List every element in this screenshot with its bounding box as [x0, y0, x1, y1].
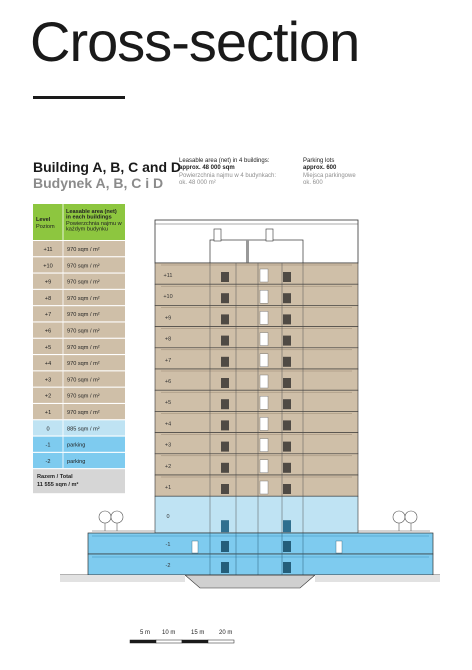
floor-label: +5 [164, 400, 172, 407]
legend-row-area: 970 sqm / m² [67, 361, 100, 368]
legend-total-value: 11 555 sqm / m² [37, 482, 79, 489]
stair-shaft [260, 439, 268, 452]
legend-row-level: +2 [44, 393, 52, 400]
legend-row-level: +8 [44, 295, 52, 302]
floor-slab [155, 433, 358, 454]
legend-row-area: parking [67, 458, 86, 465]
elevator-car-right [283, 541, 291, 552]
elevator-car-left [221, 378, 229, 388]
leasable-info-line3: Powierzchnia najmu w 4 budynkach: [179, 172, 277, 179]
legend-row-area: 970 sqm / m² [67, 279, 100, 286]
leasable-info-line1: Leasable area (net) in 4 buildings: [179, 158, 270, 164]
foundation [185, 575, 315, 588]
parking-car-icon [192, 541, 198, 553]
elevator-car-left [221, 442, 229, 452]
elevator-car-right [283, 314, 291, 324]
floor-slab [155, 454, 358, 475]
basement-label: -2 [165, 563, 171, 569]
elevator-car-left [221, 357, 229, 367]
floor-slab [155, 305, 358, 326]
stair-shaft [260, 354, 268, 367]
legend-row-area: 970 sqm / m² [67, 328, 100, 335]
parking-info-line2: approx. 600 [303, 165, 337, 172]
stair-shaft [260, 311, 268, 324]
legend-row-level: 0 [46, 426, 50, 433]
ground-floor [155, 496, 358, 533]
scale-bar-segment [130, 640, 156, 643]
legend-row-level: +5 [44, 344, 52, 351]
floor-label: +9 [164, 315, 172, 322]
floor-slab [155, 475, 358, 496]
legend-header-level: Level [36, 217, 51, 223]
legend-header-line: in each buildings [66, 214, 112, 221]
legend-row-area: parking [67, 442, 86, 449]
floor-label: +8 [164, 336, 172, 343]
legend-row-area: 885 sqm / m² [67, 426, 100, 433]
roof-chimney-right [266, 229, 273, 241]
leasable-info-line2: approx. 48 000 sqm [179, 165, 235, 172]
legend-row-level: -2 [45, 458, 51, 465]
legend-row-level: +7 [44, 312, 52, 319]
legend-row-level: +4 [44, 361, 52, 368]
roof-core-box [210, 240, 303, 263]
stair-shaft [260, 375, 268, 388]
stair-shaft [260, 396, 268, 409]
floor-slab [155, 348, 358, 369]
page-title: Cross-section [30, 10, 360, 73]
elevator-car-left [221, 314, 229, 324]
legend-row-level: +11 [43, 247, 53, 253]
scale-label-5: 5 m [140, 630, 151, 636]
legend-header-line: Powierzchnia najmu w [66, 221, 122, 227]
elevator-car-left [221, 336, 229, 346]
building-name: Building A, B, C and D [33, 159, 182, 175]
elevator-car-left [221, 484, 229, 494]
scale-label-15: 15 m [191, 630, 205, 636]
tree-icon [405, 511, 417, 523]
elevator-car-right [283, 484, 291, 494]
elevator-car-right [283, 442, 291, 452]
legend-header-level-pl: Poziom [36, 224, 55, 230]
legend-row-level: -1 [45, 442, 51, 449]
tree-icon [393, 511, 405, 523]
stair-shaft [260, 417, 268, 430]
stair-shaft [260, 269, 268, 282]
parking-info-line3: Miejsca parkingowe [303, 172, 356, 179]
legend-row-level: +6 [44, 328, 52, 335]
stair-shaft [260, 290, 268, 303]
floor-label: +7 [164, 357, 172, 364]
elevator-car-right [283, 336, 291, 346]
floor-label: +3 [164, 442, 172, 449]
legend-row-level: +10 [43, 263, 53, 270]
elevator-car-left [221, 420, 229, 430]
stair-shaft [260, 481, 268, 494]
elevator-car-right [283, 272, 291, 282]
ground-fill-right [315, 575, 440, 582]
legend-total [33, 469, 125, 493]
roof-chimney-left [214, 229, 221, 241]
floor-label: +1 [164, 485, 172, 491]
stair-shaft [260, 333, 268, 346]
elevator-car-left [221, 562, 229, 573]
legend-header-line: Leasable area (net) [66, 209, 117, 215]
leasable-info-line4: ok. 48 000 m² [179, 179, 216, 186]
scale-bar-segment [156, 640, 182, 643]
elevator-car-left [221, 399, 229, 409]
basement-label: -1 [165, 542, 171, 548]
stair-shaft [260, 460, 268, 473]
elevator-car-right [283, 357, 291, 367]
floor-label: +10 [163, 294, 173, 301]
ground-floor-label: 0 [166, 514, 170, 521]
elevator-car-right [283, 420, 291, 430]
roof-vent [246, 240, 249, 263]
legend-row-area: 970 sqm / m² [67, 410, 100, 416]
legend-row-area: 970 sqm / m² [67, 247, 100, 253]
floor-label: +4 [164, 421, 172, 428]
legend-header-area [66, 209, 117, 221]
elevator-car-left [221, 463, 229, 473]
floor-slab [155, 284, 358, 305]
elevator-car-left [221, 293, 229, 303]
building-name-pl: Budynek A, B, C i D [33, 175, 164, 191]
elevator-car-right [283, 293, 291, 303]
parking-car-icon [336, 541, 342, 553]
floor-slab [155, 369, 358, 390]
scale-label-20: 20 m [219, 630, 233, 636]
legend-total-label: Razem / Total [37, 474, 73, 481]
legend-row-area: 970 sqm / m² [67, 312, 100, 319]
legend-row-level: +1 [44, 410, 52, 416]
legend-row-level: +3 [44, 377, 52, 384]
elevator-car-right [283, 562, 291, 573]
legend-row-area: 970 sqm / m² [67, 263, 100, 270]
floor-slab [155, 327, 358, 348]
elevator-car-right [283, 520, 291, 532]
tree-icon [111, 511, 123, 523]
scale-bar-segment [208, 640, 234, 643]
legend-row-area: 970 sqm / m² [67, 393, 100, 400]
legend-row-area: 970 sqm / m² [67, 344, 100, 351]
floor-slab [155, 390, 358, 411]
floor-slab [155, 411, 358, 432]
legend-row-area: 970 sqm / m² [67, 295, 100, 302]
scale-bar-segment [182, 640, 208, 643]
elevator-car-left [221, 520, 229, 532]
legend-row-area: 970 sqm / m² [67, 377, 100, 384]
elevator-car-left [221, 541, 229, 552]
floor-label: +11 [163, 273, 173, 279]
ground-fill-left [60, 575, 185, 582]
floor-label: +2 [164, 463, 172, 470]
elevator-car-right [283, 378, 291, 388]
elevator-car-right [283, 399, 291, 409]
floor-label: +6 [164, 379, 172, 385]
floor-slab [155, 263, 358, 284]
legend-header-line: każdym budynku [66, 226, 108, 233]
elevator-car-right [283, 463, 291, 473]
tree-icon [99, 511, 111, 523]
parking-info-line4: ok. 600 [303, 179, 323, 186]
elevator-car-left [221, 272, 229, 282]
legend-row-level: +9 [44, 279, 52, 286]
scale-label-10: 10 m [162, 630, 176, 636]
parking-info-line1: Parking lots [303, 158, 335, 164]
